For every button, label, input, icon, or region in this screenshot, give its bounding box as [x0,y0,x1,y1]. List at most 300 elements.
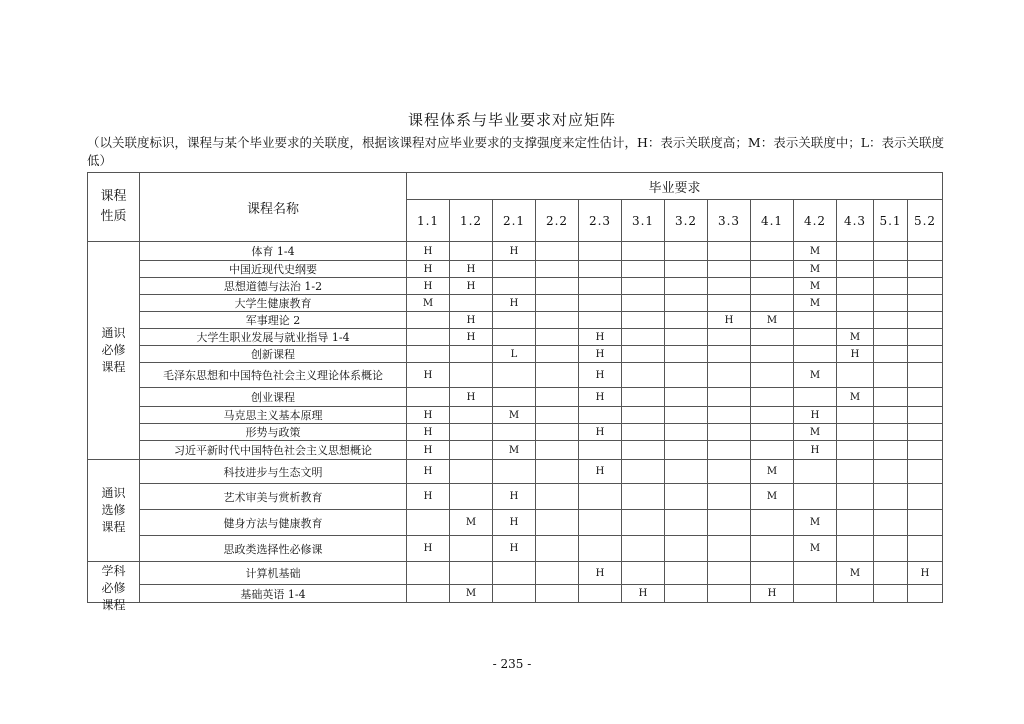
relevance-cell [874,562,908,585]
relevance-cell [579,312,622,329]
requirement-col-4-2: 4.2 [794,200,837,242]
relevance-cell [622,407,665,424]
table-row [88,388,943,407]
relevance-cell: H [579,329,622,346]
requirement-col-4-1: 4.1 [751,200,794,242]
table-row [88,312,943,329]
header-course-type [88,173,140,242]
relevance-cell [837,407,874,424]
table-row [88,562,943,585]
relevance-cell [908,242,943,261]
relevance-cell: M [450,585,493,603]
course-name: 创新课程 [140,346,407,363]
relevance-cell [708,562,751,585]
relevance-cell [536,295,579,312]
relevance-cell [622,312,665,329]
relevance-cell: H [450,312,493,329]
relevance-cell: M [794,242,837,261]
relevance-cell: M [794,510,837,536]
relevance-cell [493,562,536,585]
relevance-cell [708,388,751,407]
course-name: 健身方法与健康教育 [140,510,407,536]
course-category-line: 课程 [101,598,126,612]
relevance-cell [874,242,908,261]
relevance-cell: M [794,363,837,388]
course-name: 习近平新时代中国特色社会主义思想概论 [140,441,407,460]
table-row [88,407,943,424]
relevance-cell [536,424,579,441]
relevance-cell [622,242,665,261]
relevance-cell [837,278,874,295]
relevance-cell [665,585,708,603]
relevance-cell: H [794,407,837,424]
relevance-cell [536,363,579,388]
relevance-cell [493,329,536,346]
relevance-cell [493,388,536,407]
relevance-cell [751,363,794,388]
relevance-cell [874,407,908,424]
relevance-cell [837,312,874,329]
requirement-col-5-2: 5.2 [908,200,943,242]
relevance-cell [708,329,751,346]
relevance-cell [837,536,874,562]
relevance-cell: H [493,242,536,261]
relevance-cell [665,441,708,460]
relevance-cell [751,278,794,295]
relevance-cell [665,295,708,312]
requirement-col-1-1: 1.1 [407,200,450,242]
course-name: 创业课程 [140,388,407,407]
relevance-cell [536,312,579,329]
matrix-body [88,242,943,612]
table-row [88,295,943,312]
requirement-col-5-1: 5.1 [874,200,908,242]
relevance-cell: H [450,278,493,295]
relevance-cell: M [794,295,837,312]
relevance-cell [874,295,908,312]
relevance-cell [493,363,536,388]
relevance-cell [837,510,874,536]
relevance-cell: H [407,484,450,510]
requirement-col-3-3: 3.3 [708,200,751,242]
relevance-cell: H [794,441,837,460]
relevance-cell [708,585,751,603]
requirement-col-2-1: 2.1 [493,200,536,242]
table-row [88,346,943,363]
course-category-line: 学科 [101,564,126,578]
relevance-cell: H [837,346,874,363]
relevance-cell: M [450,510,493,536]
relevance-cell [536,278,579,295]
course-name: 马克思主义基本原理 [140,407,407,424]
relevance-cell: M [751,484,794,510]
relevance-cell: M [751,312,794,329]
relevance-cell [579,295,622,312]
relevance-cell [493,585,536,603]
relevance-cell [536,261,579,278]
relevance-cell [622,329,665,346]
relevance-cell [874,388,908,407]
relevance-cell [407,585,450,603]
table-row [88,242,943,261]
course-name: 体育 1-4 [140,242,407,261]
table-row [88,363,943,388]
relevance-cell [837,242,874,261]
relevance-cell: H [407,424,450,441]
relevance-cell [450,460,493,484]
relevance-cell [579,441,622,460]
relevance-cell [794,346,837,363]
relevance-cell [908,312,943,329]
relevance-cell [794,312,837,329]
relevance-cell [908,278,943,295]
relevance-cell [837,295,874,312]
course-category-line: 必修 [101,581,126,595]
relevance-cell [874,585,908,603]
relevance-cell: H [579,562,622,585]
relevance-cell [450,424,493,441]
relevance-cell: H [450,388,493,407]
relevance-cell [708,261,751,278]
relevance-cell [794,585,837,603]
relevance-cell [837,261,874,278]
page-number: - 235 - [492,657,532,671]
relevance-cell: H [407,278,450,295]
table-row [88,441,943,460]
relevance-cell [708,278,751,295]
relevance-cell [837,484,874,510]
relevance-cell [751,261,794,278]
relevance-cell: M [837,329,874,346]
relevance-cell [665,510,708,536]
relevance-cell [622,261,665,278]
relevance-cell [908,484,943,510]
relevance-cell [450,363,493,388]
relevance-cell [579,242,622,261]
relevance-cell [665,242,708,261]
relevance-cell [622,536,665,562]
relevance-cell: H [579,346,622,363]
table-row [88,424,943,441]
legend-note: （以关联度标识，课程与某个毕业要求的关联度，根据该课程对应毕业要求的支撑强度来定性估计，H：表示关联度高；M：表示关联度中；L：表示关联度低） [87,135,945,168]
relevance-cell [837,424,874,441]
course-name: 思政类选择性必修课 [140,536,407,562]
relevance-cell: H [493,484,536,510]
relevance-cell [708,363,751,388]
relevance-cell [908,536,943,562]
relevance-cell: L [493,346,536,363]
relevance-cell [708,346,751,363]
relevance-cell: H [407,363,450,388]
course-name: 大学生健康教育 [140,295,407,312]
relevance-cell [794,388,837,407]
course-name: 大学生职业发展与就业指导 1-4 [140,329,407,346]
relevance-cell [837,363,874,388]
table-row [88,329,943,346]
relevance-cell [450,242,493,261]
relevance-cell [665,363,708,388]
relevance-cell [708,441,751,460]
relevance-cell [407,388,450,407]
relevance-cell [908,363,943,388]
relevance-cell [837,585,874,603]
requirement-col-2-2: 2.2 [536,200,579,242]
relevance-cell: H [708,312,751,329]
relevance-cell [622,363,665,388]
relevance-cell [708,407,751,424]
relevance-cell [622,484,665,510]
table-row [88,484,943,510]
relevance-cell: H [450,261,493,278]
course-category [88,562,140,612]
relevance-cell [665,278,708,295]
relevance-cell [665,460,708,484]
relevance-cell [908,424,943,441]
relevance-cell [874,510,908,536]
relevance-cell [665,407,708,424]
relevance-cell [794,562,837,585]
relevance-cell [874,329,908,346]
relevance-cell [708,536,751,562]
course-name: 毛泽东思想和中国特色社会主义理论体系概论 [140,363,407,388]
requirement-col-3-1: 3.1 [622,200,665,242]
requirement-col-2-3: 2.3 [579,200,622,242]
relevance-cell [407,329,450,346]
relevance-cell: M [794,261,837,278]
relevance-cell [622,562,665,585]
relevance-cell [874,346,908,363]
table-row [88,585,943,603]
relevance-cell [579,278,622,295]
relevance-cell [536,536,579,562]
relevance-cell [751,562,794,585]
relevance-cell [536,460,579,484]
relevance-cell [908,510,943,536]
relevance-cell [874,424,908,441]
relevance-cell [450,484,493,510]
relevance-cell [751,295,794,312]
table-row [88,460,943,484]
relevance-cell [908,261,943,278]
relevance-cell [579,510,622,536]
course-name: 基础英语 1-4 [140,585,407,603]
relevance-cell [908,585,943,603]
relevance-cell [450,346,493,363]
relevance-cell: H [450,329,493,346]
relevance-cell [536,346,579,363]
relevance-cell [751,388,794,407]
header-type-line2: 性质 [100,209,127,224]
relevance-cell [794,460,837,484]
relevance-cell [908,460,943,484]
relevance-cell [665,346,708,363]
relevance-cell [493,312,536,329]
relevance-cell [874,363,908,388]
relevance-cell [450,295,493,312]
relevance-cell [622,278,665,295]
relevance-cell: M [407,295,450,312]
relevance-cell [536,242,579,261]
relevance-cell: H [407,460,450,484]
relevance-cell [751,441,794,460]
relevance-cell [579,484,622,510]
table-row [88,536,943,562]
relevance-cell [665,484,708,510]
relevance-cell [450,562,493,585]
relevance-cell [665,424,708,441]
relevance-cell [536,388,579,407]
relevance-cell [751,329,794,346]
course-category-line: 必修 [101,343,126,357]
relevance-cell [908,346,943,363]
relevance-cell: H [622,585,665,603]
relevance-cell [493,278,536,295]
relevance-cell [493,261,536,278]
relevance-cell: H [751,585,794,603]
relevance-cell [622,295,665,312]
requirement-col-3-2: 3.2 [665,200,708,242]
relevance-cell: H [493,510,536,536]
relevance-cell [536,510,579,536]
table-row [88,278,943,295]
relevance-cell [407,562,450,585]
header-type-line1: 课程 [100,189,127,204]
relevance-cell: H [407,536,450,562]
relevance-cell [579,407,622,424]
course-name: 计算机基础 [140,562,407,585]
relevance-cell [908,407,943,424]
relevance-cell [708,424,751,441]
relevance-cell: H [407,407,450,424]
relevance-cell [874,460,908,484]
header-graduation-requirements: 毕业要求 [407,173,943,200]
course-category-line: 课程 [101,520,126,534]
page-title: 课程体系与毕业要求对应矩阵 [407,111,616,129]
relevance-cell: H [579,363,622,388]
course-category-line: 选修 [101,503,126,517]
relevance-cell [579,261,622,278]
relevance-cell: M [837,388,874,407]
relevance-cell [622,510,665,536]
relevance-cell [708,242,751,261]
relevance-cell [751,346,794,363]
relevance-cell [708,484,751,510]
relevance-cell [622,460,665,484]
relevance-cell [874,261,908,278]
relevance-cell: H [579,388,622,407]
relevance-cell [874,312,908,329]
course-requirement-matrix [87,172,943,612]
requirement-col-1-2: 1.2 [450,200,493,242]
relevance-cell [837,460,874,484]
relevance-cell: M [794,424,837,441]
relevance-cell: M [794,536,837,562]
relevance-cell [622,346,665,363]
relevance-cell [665,536,708,562]
course-category-line: 课程 [101,360,126,374]
relevance-cell [536,407,579,424]
relevance-cell [450,441,493,460]
relevance-cell [450,407,493,424]
relevance-cell [751,536,794,562]
relevance-cell: H [407,242,450,261]
relevance-cell [837,441,874,460]
relevance-cell [708,295,751,312]
relevance-cell: H [493,295,536,312]
relevance-cell [579,536,622,562]
relevance-cell [536,562,579,585]
relevance-cell [665,388,708,407]
relevance-cell [874,278,908,295]
relevance-cell [908,295,943,312]
relevance-cell: M [493,407,536,424]
relevance-cell [407,510,450,536]
relevance-cell [579,585,622,603]
course-category-line: 通识 [101,326,126,340]
relevance-cell: M [837,562,874,585]
relevance-cell: H [908,562,943,585]
relevance-cell [751,242,794,261]
relevance-cell: H [407,261,450,278]
relevance-cell [751,510,794,536]
course-name: 艺术审美与赏析教育 [140,484,407,510]
course-category-line: 通识 [101,486,126,500]
course-name: 思想道德与法治 1-2 [140,278,407,295]
relevance-cell [908,388,943,407]
relevance-cell [665,261,708,278]
relevance-cell [493,424,536,441]
relevance-cell [536,441,579,460]
relevance-cell [874,484,908,510]
relevance-cell [536,484,579,510]
relevance-cell: M [751,460,794,484]
relevance-cell [407,312,450,329]
table-row [88,261,943,278]
relevance-cell [708,460,751,484]
requirement-col-4-3: 4.3 [837,200,874,242]
relevance-cell [751,424,794,441]
relevance-cell [622,424,665,441]
relevance-cell [794,484,837,510]
relevance-cell [450,536,493,562]
relevance-cell: H [407,441,450,460]
relevance-cell [751,407,794,424]
relevance-cell [665,329,708,346]
course-name: 军事理论 2 [140,312,407,329]
relevance-cell [407,346,450,363]
relevance-cell [622,441,665,460]
relevance-cell [708,510,751,536]
course-name: 科技进步与生态文明 [140,460,407,484]
table-row [88,510,943,536]
relevance-cell [665,562,708,585]
relevance-cell [874,536,908,562]
relevance-cell [536,329,579,346]
course-category [88,242,140,460]
relevance-cell: M [493,441,536,460]
relevance-cell [665,312,708,329]
relevance-cell [908,441,943,460]
relevance-cell [794,329,837,346]
relevance-cell: H [579,424,622,441]
course-category [88,460,140,562]
relevance-cell: M [794,278,837,295]
header-course-name: 课程名称 [140,173,407,242]
relevance-cell: H [493,536,536,562]
course-name: 中国近现代史纲要 [140,261,407,278]
relevance-cell [908,329,943,346]
relevance-cell [874,441,908,460]
